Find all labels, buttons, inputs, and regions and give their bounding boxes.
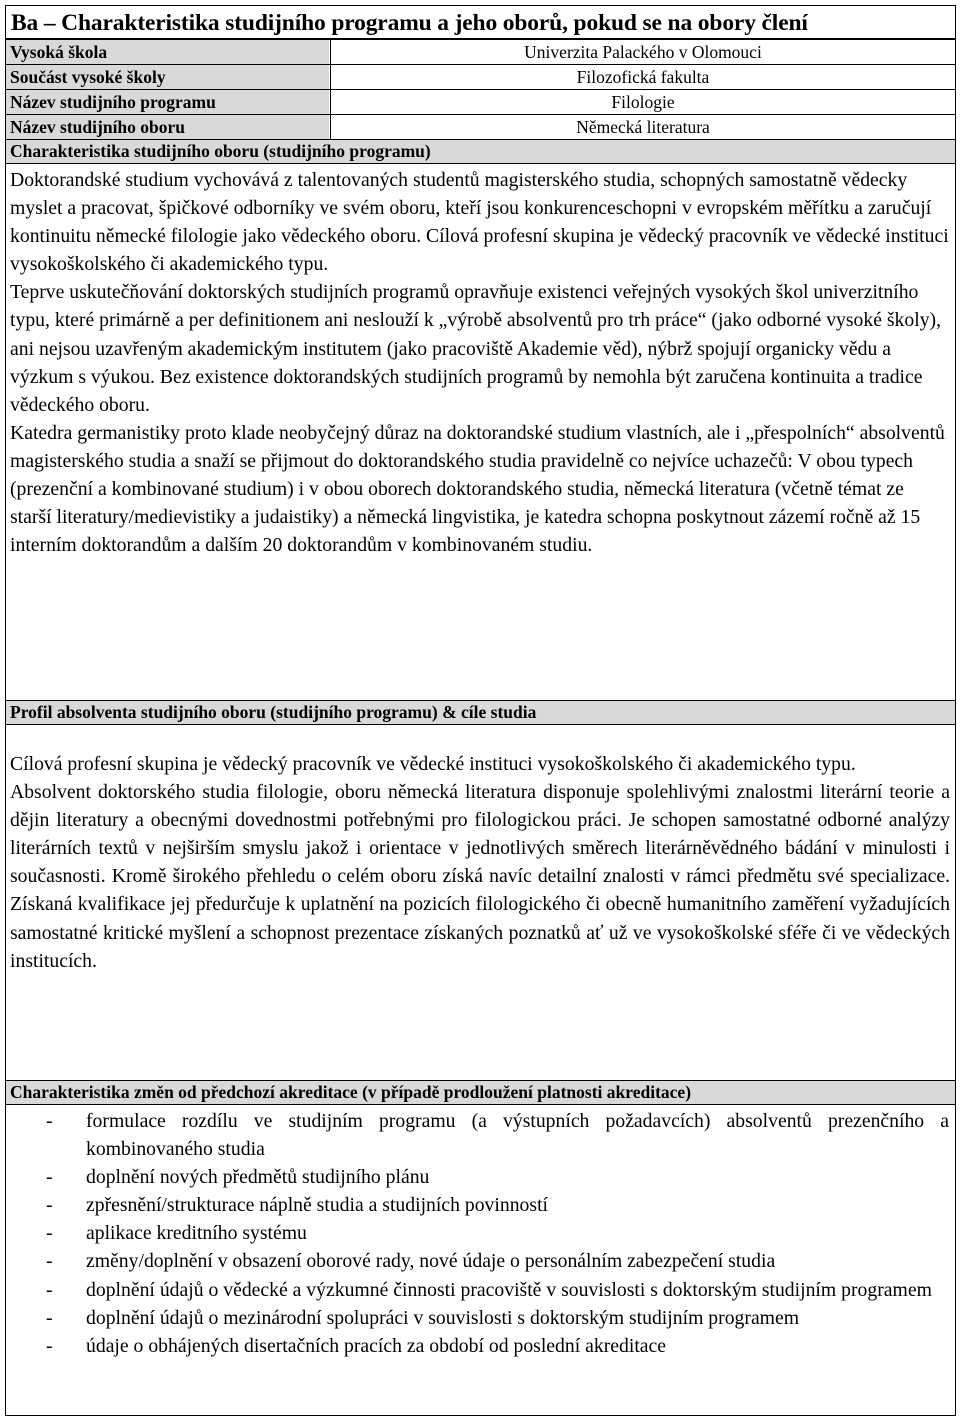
list-item-text: údaje o obhájených disertačních pracích za období od poslední akreditace	[86, 1334, 667, 1357]
list-dash: -	[46, 1306, 53, 1329]
paragraph: Doktorandské studium vychovává z talentovaných studentů magisterského studia, schopných samostatně vědecky myslet a pracovat, špičkové odborníky ve svém oboru, kteří jsou konkurenceschopni v evropském měřítku a zaručují kontinuitu německé filologie jako vědeckého oboru. Cílová profesní skupina je vědecký pracovník ve vědecké instituci vysokoškolského či akademického typu.	[10, 169, 949, 276]
paragraph: Teprve uskutečňování doktorských studijních programů opravňuje existenci veřejných vysokých škol univerzitního typu, které primárně a per definitionem ani neslouží k „výrobě absolventů pro trh práce“ (jako odborné vysoké školy), ani nejsou uzavřeným akademickým institutem (jako pracoviště Akademie věd), nýbrž spojují organicky vědu a výzkum s výukou. Bez existence doktorandských studijních programů by nemohla být zaručena kontinuita a tradice vědeckého oboru.	[10, 281, 942, 416]
list-item-text: doplnění nových předmětů studijního plánu	[86, 1166, 430, 1189]
list-item	[6, 1332, 949, 1360]
page-title: Ba – Charakteristika studijního programu a jeho oborů, pokud se na obory člení	[6, 6, 955, 40]
list-item-text: zpřesnění/strukturace náplně studia a studijních povinností	[86, 1194, 549, 1217]
info-label: Název studijního oboru	[6, 115, 329, 139]
info-label: Název studijního programu	[6, 90, 329, 114]
info-label: Součást vysoké školy	[6, 65, 329, 89]
section-heading-characteristic: Charakteristika studijního oboru (studijního programu)	[6, 139, 955, 164]
section-heading-profile: Profil absolventa studijního oboru (studijního programu) & cíle studia	[6, 700, 955, 725]
list-item-text: doplnění údajů o mezinárodní spolupráci v souvislosti s doktorským studijním programem	[86, 1306, 800, 1329]
list-item	[6, 1191, 949, 1219]
info-value: Německá literatura	[330, 115, 955, 139]
list-item-text: doplnění údajů o vědecké a výzkumné činnosti pracoviště v souvislosti s doktorským studijním programem	[86, 1278, 932, 1301]
info-value: Filologie	[330, 90, 955, 114]
paragraph: Katedra germanistiky proto klade neobyčejný důraz na doktorandské studium vlastních, ale i „přespolních“ absolventů magisterského studia a snaží se přijmout do doktorandského studia pravidelně co nejvíce uchazečů: V obou typech (prezenční a kombinované studium) i v obou oborech doktorandského studia, německá literatura (včetně témat ze starší literatury/medievistiky a judaistiky) a německá lingvistika, je katedra schopna poskytnout zázemí ročně až 15 interním doktorandům a dalším 20 doktorandům v kombinovaném studiu.	[10, 421, 945, 557]
list-dash: -	[46, 1166, 53, 1189]
info-row-field	[6, 115, 955, 140]
info-row-university	[6, 40, 955, 65]
section-heading-changes: Charakteristika změn od předchozí akreditace (v případě prodloužení platnosti akreditace)	[6, 1080, 955, 1105]
list-dash: -	[46, 1110, 53, 1132]
list-item	[6, 1219, 949, 1247]
list-item-text: změny/doplnění v obsazení oborové rady, nové údaje o personálním zabezpečení studia	[86, 1250, 776, 1273]
list-item	[6, 1304, 949, 1332]
accreditation-form	[5, 5, 956, 1416]
paragraph: Absolvent doktorského studia filologie, oboru německá literatura disponuje spolehlivými znalostmi literární teorie a dějin literatury a obecnými dovednostmi potřebnými pro filologickou práci. Je schopen samostatné odborné analýzy literárních textů v nejširším smyslu jakož i orientace v jednotlivých směrech literárněvědného bádání v minulosti i současnosti. Kromě širokého přehledu o celém oboru získá navíc detailní znalosti v rámci předmětu své specializace. Získaná kvalifikace jej předurčuje k uplatnění na pozicích filologického či obecně humanitního zaměření vyžadujících samostatné kritické myšlení a schopnost prezentace získaných poznatků ať už ve vysokoškolské sféře či ve vědeckých institucích.	[10, 781, 950, 972]
info-row-faculty	[6, 65, 955, 90]
list-item	[6, 1247, 949, 1275]
list-dash: -	[46, 1250, 53, 1273]
changes-list	[6, 1107, 955, 1360]
list-item	[6, 1163, 949, 1191]
info-value: Univerzita Palackého v Olomouci	[330, 40, 955, 64]
list-dash: -	[46, 1222, 53, 1245]
info-row-program	[6, 90, 955, 115]
profile-text	[6, 750, 955, 975]
list-dash: -	[46, 1278, 53, 1301]
list-item	[6, 1107, 949, 1163]
list-dash: -	[46, 1194, 53, 1217]
info-label: Vysoká škola	[6, 40, 329, 64]
info-value: Filozofická fakulta	[330, 65, 955, 89]
characteristic-text	[6, 166, 955, 559]
list-item-text: aplikace kreditního systému	[86, 1222, 307, 1245]
list-dash: -	[46, 1334, 53, 1357]
list-item	[6, 1276, 949, 1304]
paragraph: Cílová profesní skupina je vědecký pracovník ve vědecké instituci vysokoškolského či akademického typu.	[10, 753, 856, 775]
list-item-text: formulace rozdílu ve studijním programu (a výstupních požadavcích) absolventů prezenčního a kombinovaného studia	[86, 1110, 949, 1161]
